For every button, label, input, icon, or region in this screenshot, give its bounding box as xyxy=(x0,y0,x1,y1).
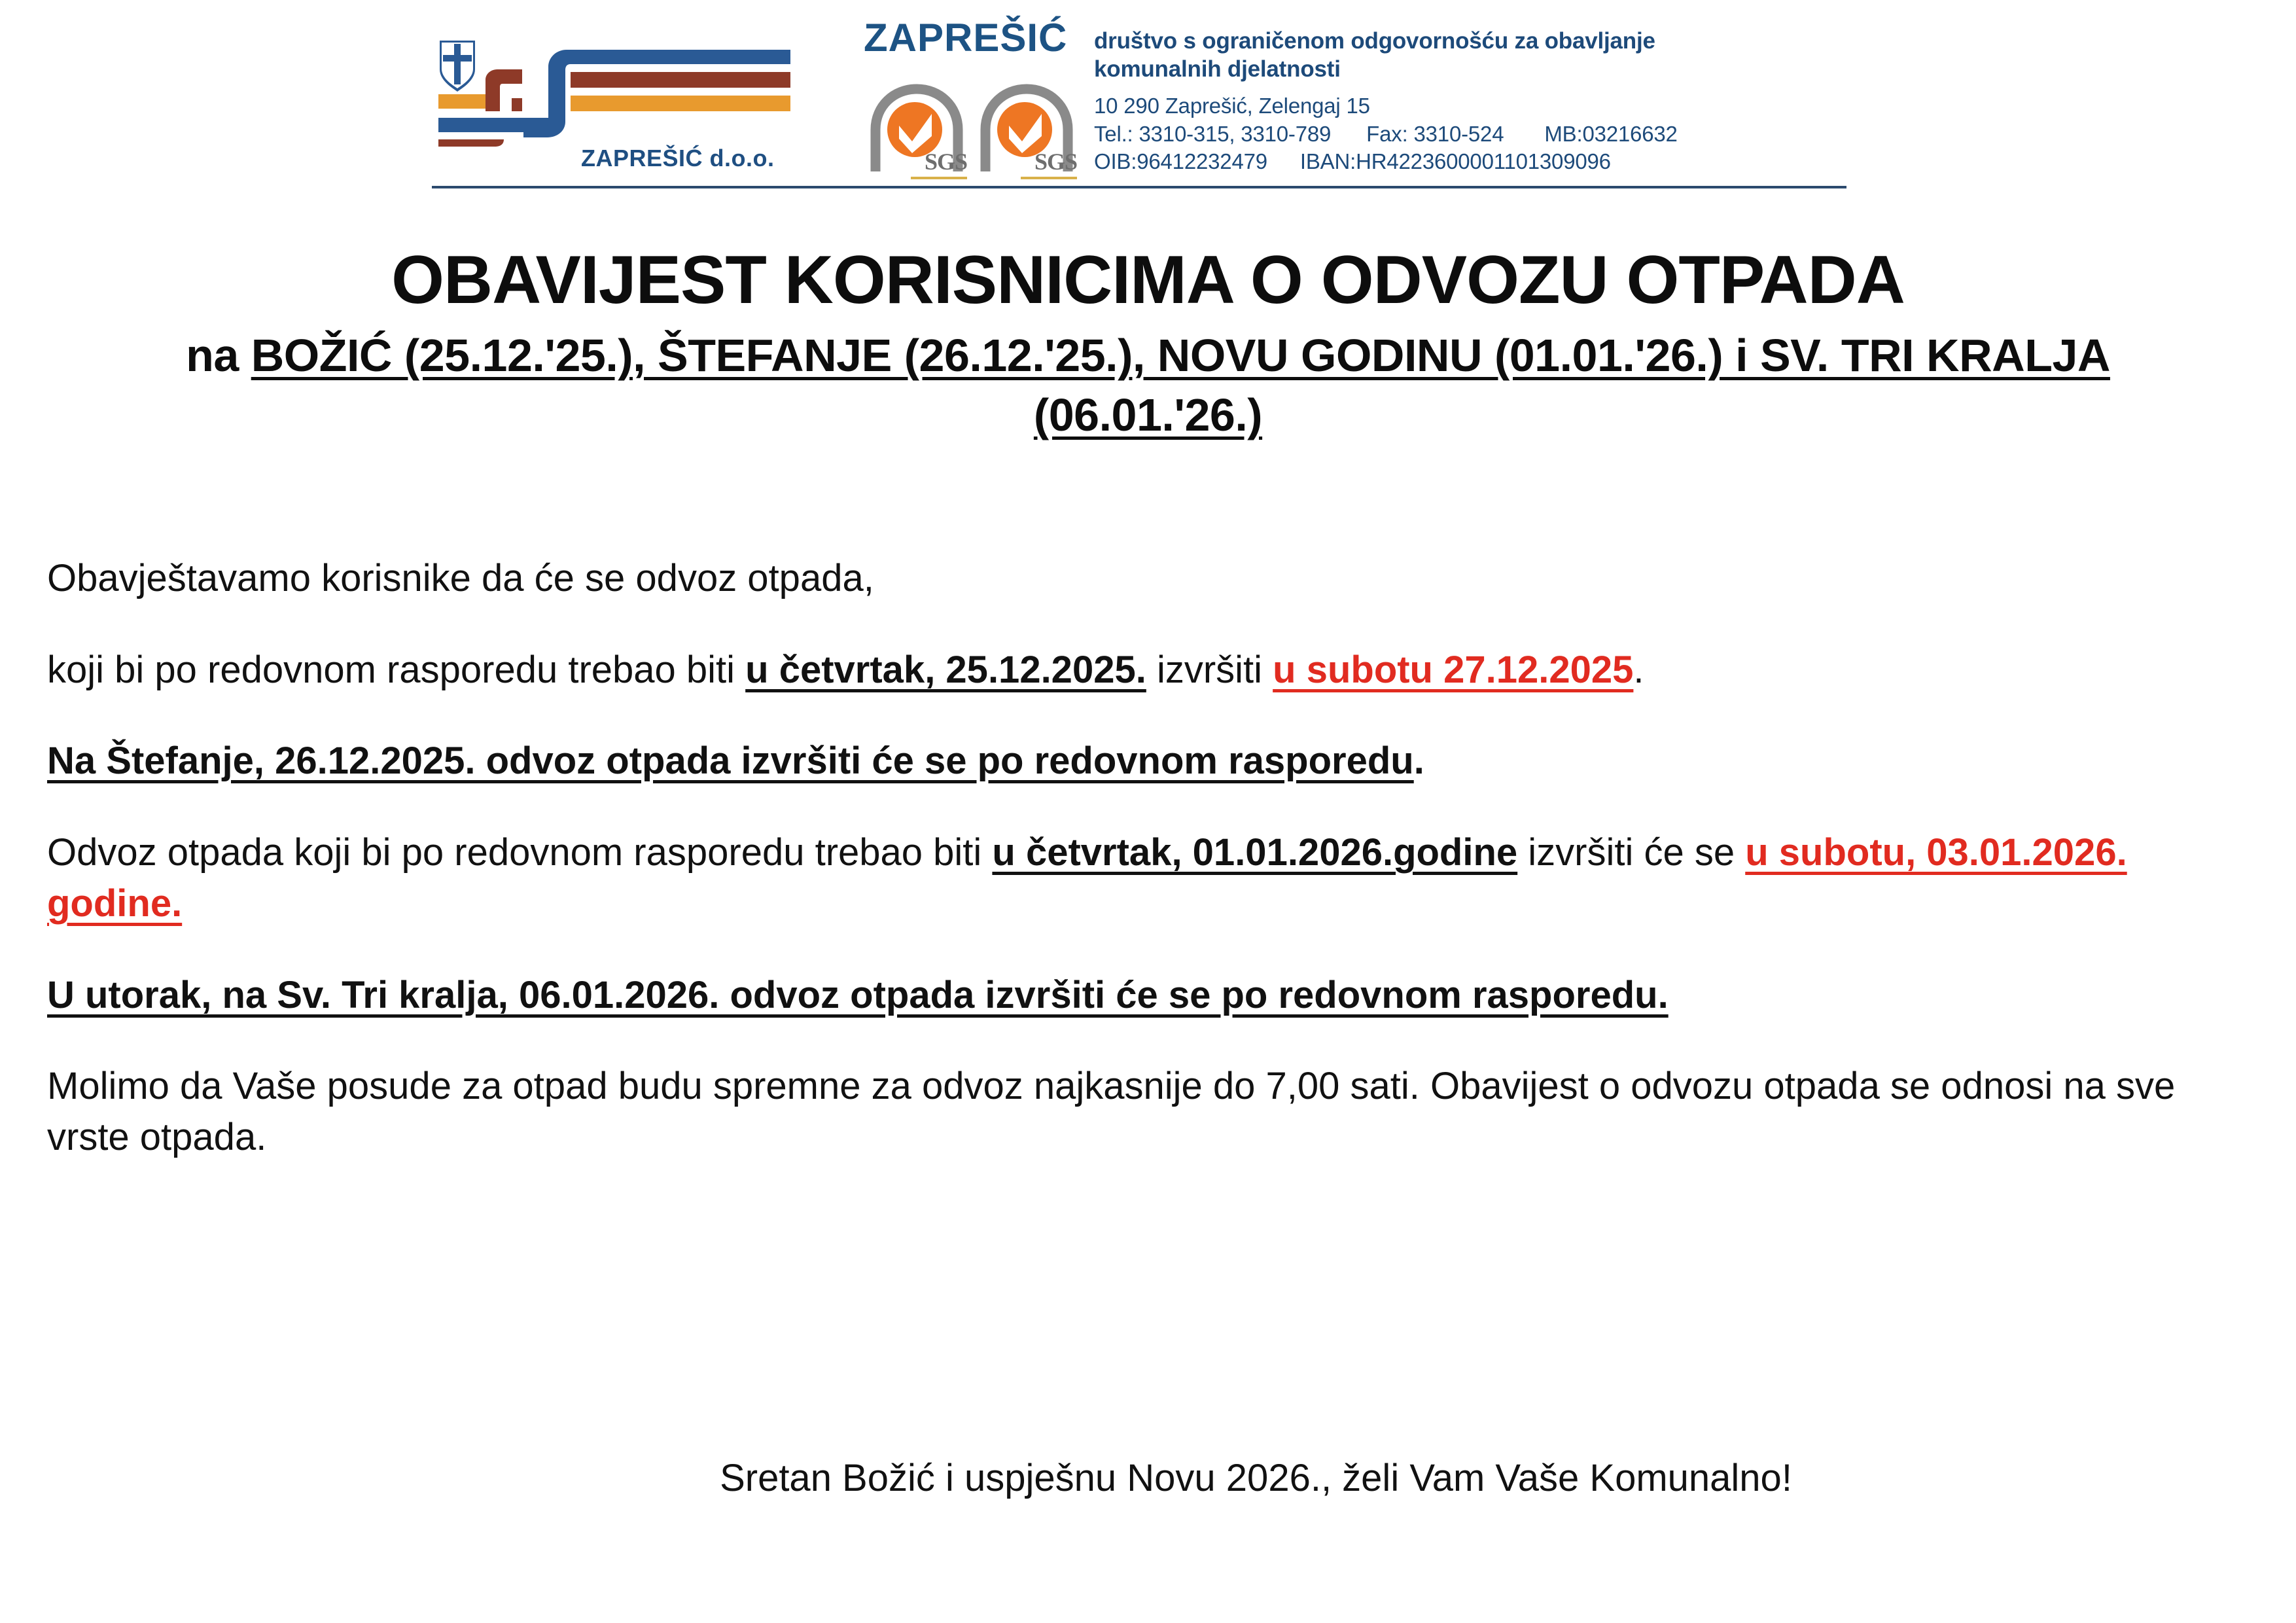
company-tel: Tel.: 3310-315, 3310-789 xyxy=(1094,121,1332,146)
p2-lead: koji bi po redovnom rasporedu trebao biti xyxy=(47,648,746,691)
sgs-iso14001-icon xyxy=(864,81,970,179)
subtitle-prefix: na xyxy=(186,330,251,382)
page-title: OBAVIJEST KORISNICIMA O ODVOZU OTPADA xyxy=(391,242,1905,318)
zapresic-logo-icon xyxy=(432,38,798,149)
closing-greeting: Sretan Božić i uspješnu Novu 2026., želi Vam Vaše Komunalno! xyxy=(720,1457,1792,1499)
p3-statement: Na Štefanje, 26.12.2025. odvoz otpada izvršiti će se po redovnom rasporedu xyxy=(47,740,1414,783)
company-iban: IBAN:HR4223600001101309096 xyxy=(1299,149,1611,173)
logo-caption: ZAPREŠIĆ d.o.o. xyxy=(581,145,775,171)
sgs-underline xyxy=(1021,177,1077,179)
page-subtitle xyxy=(0,326,2296,445)
company-logo xyxy=(432,38,798,179)
company-fax: Fax: 3310-524 xyxy=(1366,121,1504,146)
sgs-label: SGS xyxy=(924,149,967,175)
paragraph-intro: Obavještavamo korisnike da će se odvoz otpada, xyxy=(47,557,874,599)
brand-and-certifications xyxy=(864,18,1086,182)
company-mb: MB:03216632 xyxy=(1544,121,1678,146)
sgs-label: SGS xyxy=(1034,149,1077,175)
paragraph-three-kings xyxy=(47,970,2206,1021)
company-oib: OIB:96412232479 xyxy=(1094,149,1267,173)
p4-lead: Odvoz otpada koji bi po redovnom rasporedu trebao biti xyxy=(47,831,993,874)
company-description-line-2: komunalnih djelatnosti xyxy=(1094,56,1341,82)
p3-tail: . xyxy=(1413,740,1424,783)
p2-new-date: u subotu 27.12.2025 xyxy=(1273,648,1634,691)
subtitle-holidays: BOŽIĆ (25.12.'25.), ŠTEFANJE (26.12.'25.), NOVU GODINU (01.01.'26.) i SV. TRI KRALJA (06.01.'26.) xyxy=(251,330,2110,441)
p4-new-date: u subotu, 03.01.2026. godine. xyxy=(47,831,2127,925)
paragraph-stefanje xyxy=(47,736,2206,787)
notice-title-block xyxy=(0,242,2296,445)
p4-original-date: u četvrtak, 01.01.2026.godine xyxy=(992,831,1518,874)
sgs-iso9001-icon xyxy=(974,81,1080,179)
sgs-underline xyxy=(911,177,967,179)
p5-statement: U utorak, na Sv. Tri kralja, 06.01.2026. odvoz otpada izvršiti će se po redovnom rasporedu. xyxy=(47,973,1669,1016)
p2-original-date: u četvrtak, 25.12.2025. xyxy=(745,648,1146,691)
p2-tail: . xyxy=(1633,648,1644,691)
header-divider xyxy=(432,186,1846,188)
company-description-line-1: društvo s ograničenom odgovornošću za obavljanje xyxy=(1094,28,1655,54)
notice-body xyxy=(47,553,2206,1204)
paragraph-new-year xyxy=(47,827,2206,929)
p2-middle: izvršiti xyxy=(1146,648,1273,691)
document-header xyxy=(0,0,2296,196)
paragraph-instructions: Molimo da Vaše posude za otpad budu spremne za odvoz najkasnije do 7,00 sati. Obavijest o odvozu otpada se odnosi na sve vrste otpada. xyxy=(47,1065,2176,1159)
company-phone-row xyxy=(1094,120,1853,148)
p4-middle: izvršiti će se xyxy=(1517,831,1746,874)
company-address: 10 290 Zaprešić, Zelengaj 15 xyxy=(1094,94,1370,118)
company-contact-info xyxy=(1094,27,1853,175)
certification-logos xyxy=(864,81,1080,179)
company-id-row xyxy=(1094,148,1853,175)
brand-wordmark: ZAPREŠIĆ xyxy=(864,16,1068,60)
paragraph-christmas xyxy=(47,645,2206,696)
